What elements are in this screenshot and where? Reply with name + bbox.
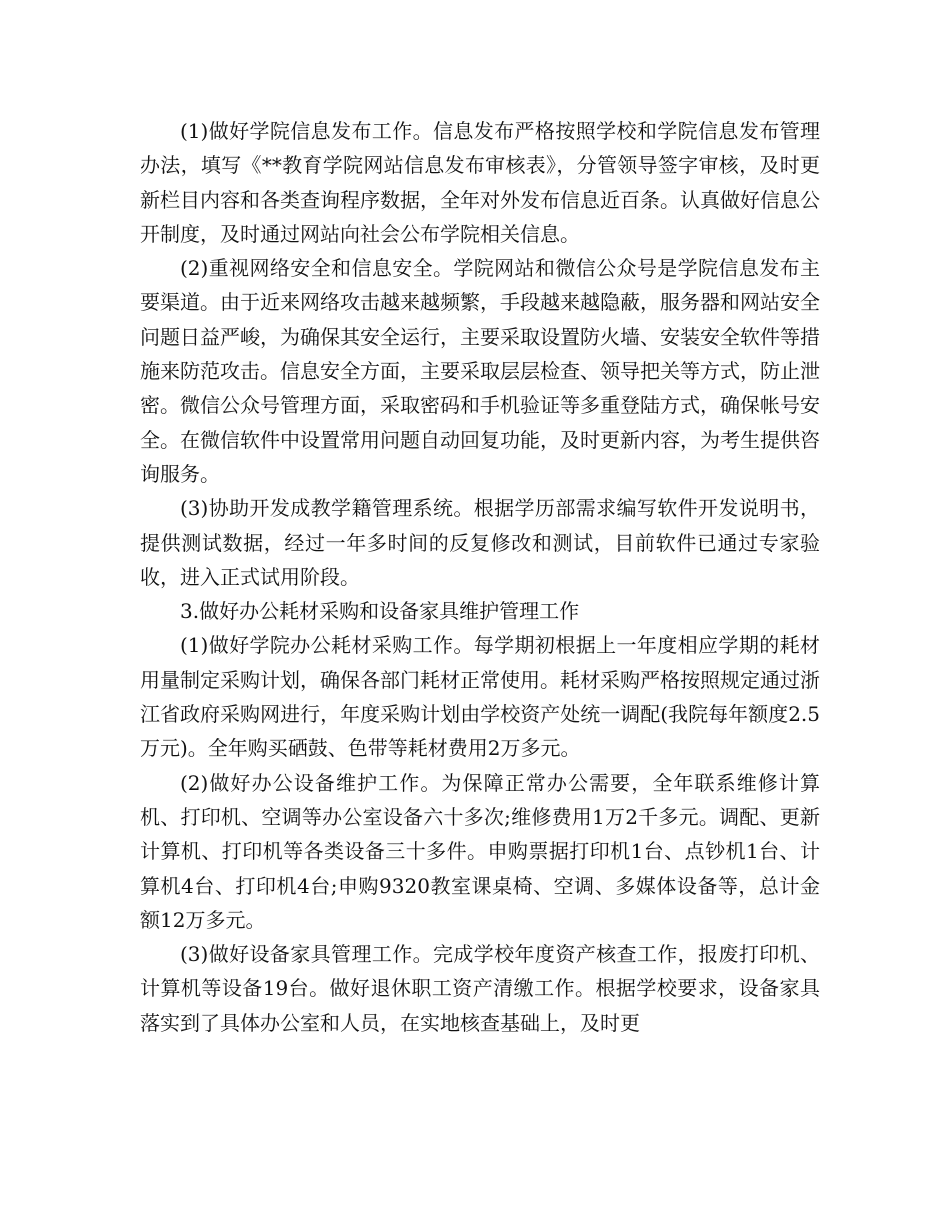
- paragraph-consumables-procurement: (1)做好学院办公耗材采购工作。每学期初根据上一年度相应学期的耗材用量制定采购计划，确保各部门耗材正常使用。耗材采购严格按照规定通过浙江省政府采购网进行，年度采购计划由学校资产处统一调配(我院每年额度2.5万元)。全年购买硒鼓、色带等耗材费用2万多元。: [140, 633, 820, 761]
- paragraph-furniture-management: (3)做好设备家具管理工作。完成学校年度资产核查工作，报废打印机、计算机等设备19台。做好退休职工资产清缴工作。根据学校要求，设备家具落实到了具体办公室和人员，在实地核查基础上，及时更: [140, 942, 820, 1035]
- paragraph-info-publishing: (1)做好学院信息发布工作。信息发布严格按照学校和学院信息发布管理办法，填写《**教育学院网站信息发布审核表》，分管领导签字审核，及时更新栏目内容和各类查询程序数据，全年对外发布信息近百条。认真做好信息公开制度，及时通过网站向社会公布学院相关信息。: [140, 119, 820, 246]
- section-heading-procurement: 3.做好办公耗材采购和设备家具维护管理工作: [180, 599, 580, 624]
- paragraph-network-security: (2)重视网络安全和信息安全。学院网站和微信公众号是学院信息发布主要渠道。由于近来网络攻击越来越频繁，手段越来越隐蔽，服务器和网站安全问题日益严峻，为确保其安全运行，主要采取设置防火墙、安装安全软件等措施来防范攻击。信息安全方面，主要采取层层检查、领导把关等方式，防止泄密。微信公众号管理方面，采取密码和手机验证等多重登陆方式，确保帐号安全。在微信软件中设置常用问题自动回复功能，及时更新内容，为考生提供咨询服务。: [140, 256, 820, 486]
- paragraph-equipment-maintenance: (2)做好办公设备维护工作。为保障正常办公需要，全年联系维修计算机、打印机、空调等办公室设备六十多次;维修费用1万2千多元。调配、更新计算机、打印机等各类设备三十多件。申购票据打印机1台、点钞机1台、计算机4台、打印机4台;申购9320教室课桌椅、空调、多媒体设备等，总计金额12万多元。: [140, 770, 820, 932]
- paragraph-enrollment-system: (3)协助开发成教学籍管理系统。根据学历部需求编写软件开发说明书，提供测试数据，经过一年多时间的反复修改和测试，目前软件已通过专家验收，进入正式试用阶段。: [140, 496, 820, 589]
- document-body: [140, 114, 820, 1040]
